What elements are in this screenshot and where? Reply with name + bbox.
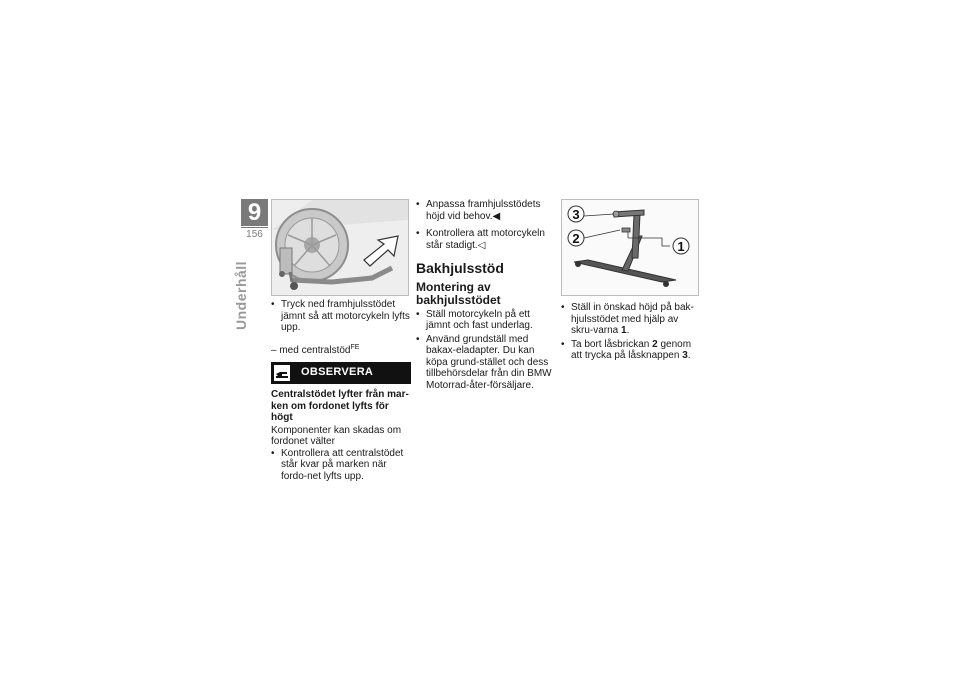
column-3 — [561, 302, 701, 364]
front-stand-figure — [271, 199, 409, 296]
section-title: Bakhjulsstöd — [416, 260, 504, 276]
notice-header — [271, 362, 411, 384]
punctuation: . — [626, 325, 630, 336]
list-item — [416, 228, 556, 251]
punctuation: . — [687, 350, 691, 361]
list-item-text: Kontrollera att motorcykeln står stadigt. — [426, 228, 545, 251]
rear-stand-illustration — [562, 200, 698, 295]
warning-hand-icon — [274, 365, 290, 381]
list-item-text: Ställ in önskad höjd på bak-hjulsstödet med hjälp av skru-varna — [571, 302, 694, 336]
column-2 — [416, 199, 556, 393]
part-reference: 1 — [621, 325, 627, 336]
part-reference: 3 — [682, 350, 688, 361]
part-reference: 2 — [652, 338, 658, 350]
list-item-text: Anpassa framhjulsstödets höjd vid behov. — [426, 199, 541, 222]
end-of-section-icon: ◁ — [477, 239, 486, 251]
callout-1 — [673, 238, 689, 254]
chapter-number: 9 — [241, 199, 268, 226]
page-number: 156 — [241, 227, 268, 240]
subsection-title: Montering av bakhjulsstödet — [416, 279, 501, 307]
variant-superscript: FE — [350, 343, 360, 351]
notice-heading: Centralstödet lyfter från mar-ken om fordonet lyfts för högt — [271, 389, 409, 423]
list-item: • Använd grundställ med bakax-eladapter. Du kan köpa grund-stället och dess tillbehörsdelar från din BMW Motorrad-åter-försäljare. — [416, 334, 556, 392]
callout-3-label: 3 — [572, 207, 580, 222]
chapter-sidebar — [241, 199, 268, 240]
callout-2 — [568, 230, 584, 246]
variant-line — [271, 342, 411, 357]
end-of-action-icon: ◀ — [492, 210, 501, 222]
variant-text: – med centralstöd — [271, 344, 351, 356]
notice-title: OBSERVERA — [301, 366, 374, 378]
list-item — [561, 302, 701, 337]
list-item: • Ställ motorcykeln på ett jämnt och fast underlag. — [416, 309, 556, 332]
list-item-text: Ta bort låsbrickan — [571, 338, 650, 350]
callout-2-label: 2 — [572, 231, 580, 246]
list-item-text: genom att trycka på låsknappen — [571, 338, 692, 361]
column-1 — [271, 299, 411, 484]
rear-stand-figure — [561, 199, 699, 296]
list-item — [561, 339, 701, 362]
callout-1-label: 1 — [677, 239, 685, 254]
chapter-title: Underhåll — [233, 260, 249, 330]
callout-3 — [568, 206, 584, 222]
front-stand-illustration — [272, 200, 408, 295]
list-item: • Tryck ned framhjulsstödet jämnt så att motorcykeln lyfts upp. — [271, 299, 411, 334]
notice-body: Komponenter kan skadas om fordonet välter — [271, 424, 402, 447]
list-item — [416, 199, 556, 222]
list-item: • Kontrollera att centralstödet står kvar på marken när fordo-net lyfts upp. — [271, 448, 411, 483]
